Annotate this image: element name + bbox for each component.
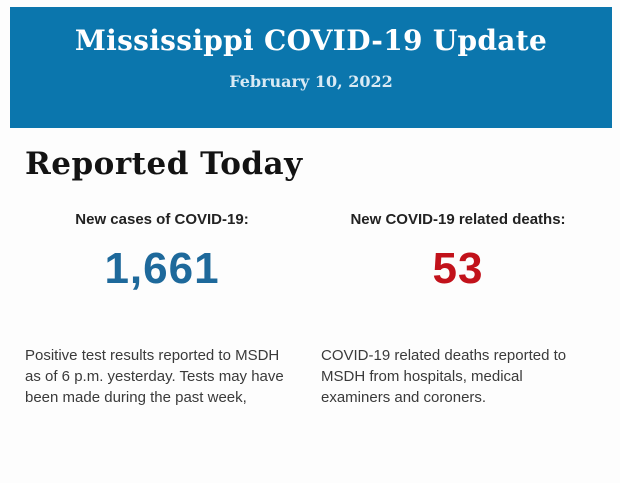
new-deaths-label: New COVID-19 related deaths: <box>350 211 566 228</box>
new-deaths-value: 53 <box>432 244 484 293</box>
stat-new-cases <box>25 211 299 408</box>
header-banner <box>10 7 612 128</box>
stat-new-deaths <box>321 211 595 408</box>
new-cases-description: Positive test results reported to MSDH as of 6 p.m. yesterday. Tests may have been made during the past week, <box>25 347 284 406</box>
new-cases-value: 1,661 <box>104 244 220 293</box>
page-title: Mississippi COVID-19 Update <box>74 24 548 57</box>
section-heading: Reported Today <box>25 146 303 182</box>
stats-row <box>25 211 595 408</box>
new-cases-label: New cases of COVID-19: <box>75 211 249 228</box>
new-deaths-description: COVID-19 related deaths reported to MSDH from hospitals, medical examiners and coroners. <box>321 347 567 406</box>
report-date: February 10, 2022 <box>229 72 393 91</box>
report-content <box>0 128 620 408</box>
